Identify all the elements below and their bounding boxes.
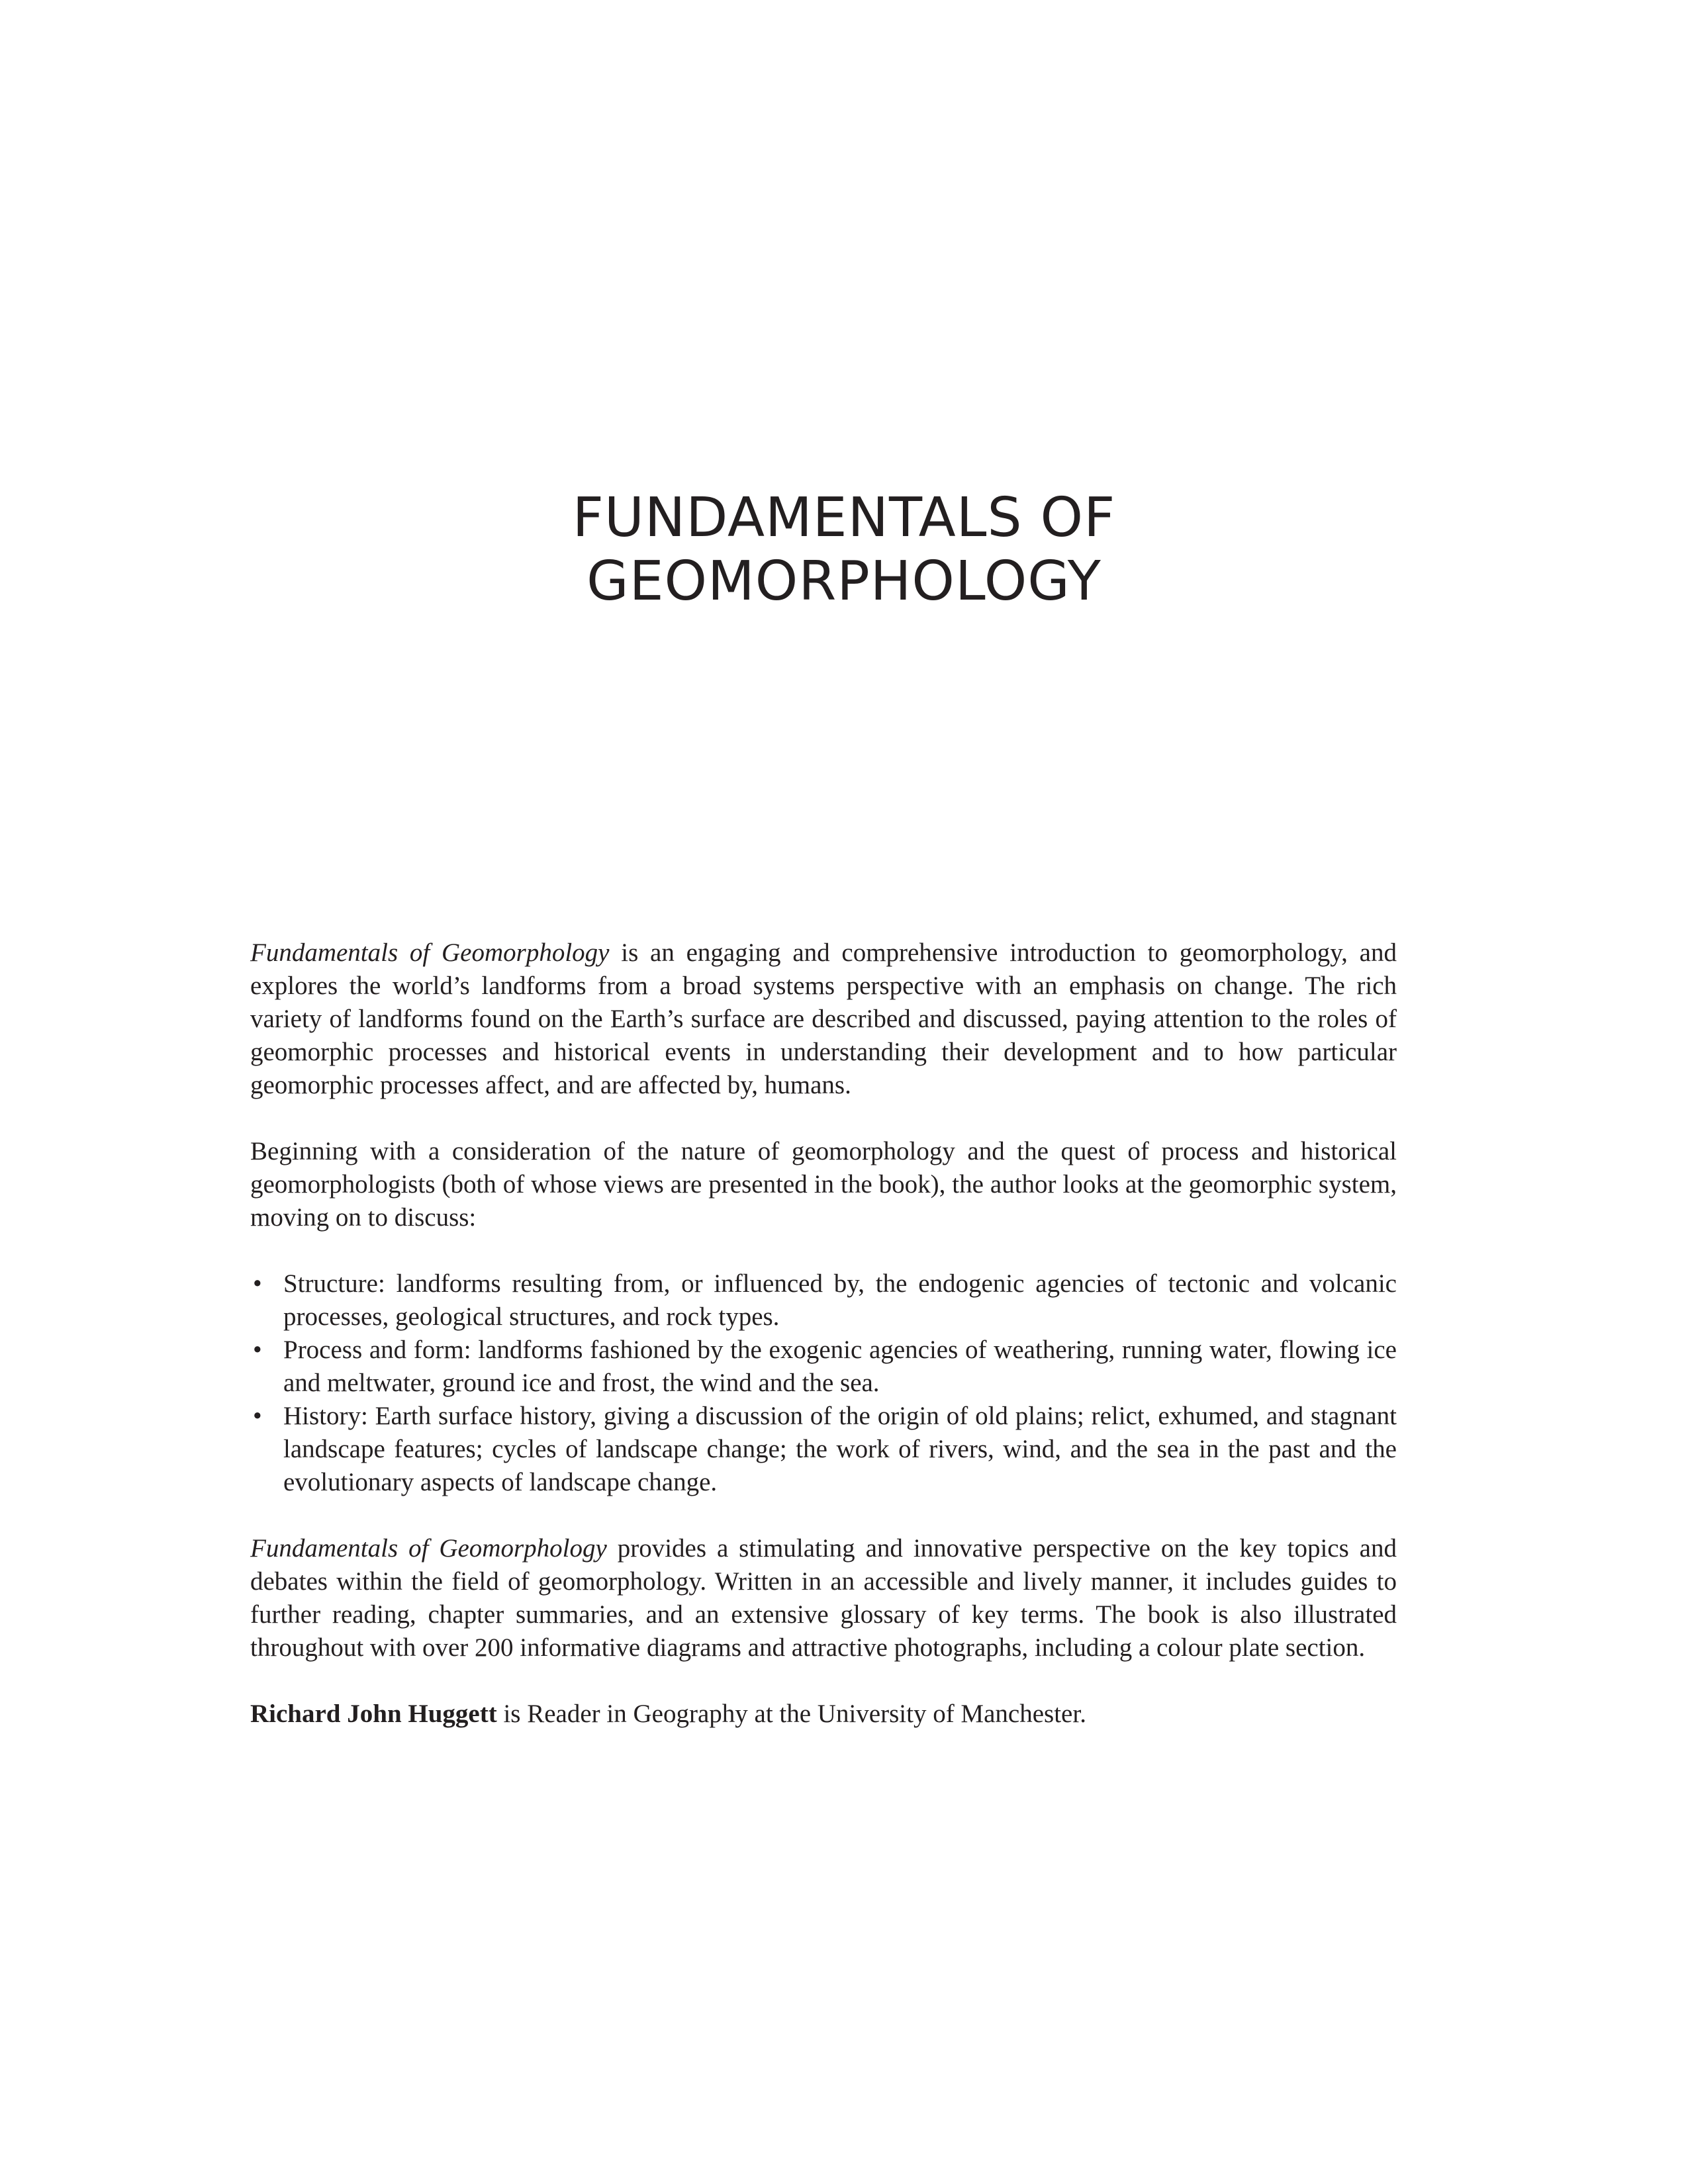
summary-book-title: Fundamentals of Geomorphology [250,1534,607,1563]
topic-text: Structure: landforms resulting from, or influenced by, the endogenic agencies of tectonic and volcanic processes, geological structures, and rock types. [283,1269,1397,1331]
summary-text: provides a stimulating and innovative perspective on the key topics and debates within the field of geomorphology. Written in an accessible and lively manner, it includes guides to further reading, chapter summaries, and an extensive glossary of key terms. The book is also illustrated throughout with over 200 informative diagrams and attractive photographs, including a colour plate section. [250,1534,1397,1662]
author-text: is Reader in Geography at the University of Manchester. [496,1700,1086,1728]
summary-paragraph [250,1532,1397,1664]
topic-list-item-process-and-form [250,1334,1397,1400]
topic-list-item-structure [250,1267,1397,1334]
bullet-icon: • [253,1402,262,1430]
topic-text: History: Earth surface history, giving a discussion of the origin of old plains; relict, exhumed, and stagnant landscape features; cycles of landscape change; the work of rivers, wind, and the sea in the past and the evolutionary aspects of landscape change. [283,1402,1397,1496]
book-title-line-1: FUNDAMENTALS OF [572,486,1116,549]
intro-paragraph [250,936,1397,1102]
book-description [250,936,1397,1731]
book-title [0,486,1688,614]
bullet-icon: • [253,1269,262,1298]
intro-book-title: Fundamentals of Geomorphology [250,938,610,967]
topic-list-item-history [250,1400,1397,1499]
author-name: Richard John Huggett [250,1700,497,1728]
bullet-icon: • [253,1336,262,1364]
beginning-paragraph: Beginning with a consideration of the nature of geomorphology and the quest of process and historical geomorphologists (both of whose views are presented in the book), the author looks at the geomorphic system, moving on to discuss: [250,1137,1397,1232]
topic-text: Process and form: landforms fashioned by the exogenic agencies of weathering, running water, flowing ice and meltwater, ground ice and frost, the wind and the sea. [283,1336,1397,1397]
topic-list [250,1267,1397,1499]
author-paragraph [250,1698,1397,1731]
intro-text: is an engaging and comprehensive introduction to geomorphology, and explores the world’s landforms from a broad systems perspective with an emphasis on change. The rich variety of landforms found on the Earth’s surface are described and discussed, paying attention to the roles of geomorphic processes and historical events in understanding their development and to how particular geomorphic processes affect, and are affected by, humans. [250,938,1397,1099]
book-title-line-2: GEOMORPHOLOGY [586,550,1102,613]
